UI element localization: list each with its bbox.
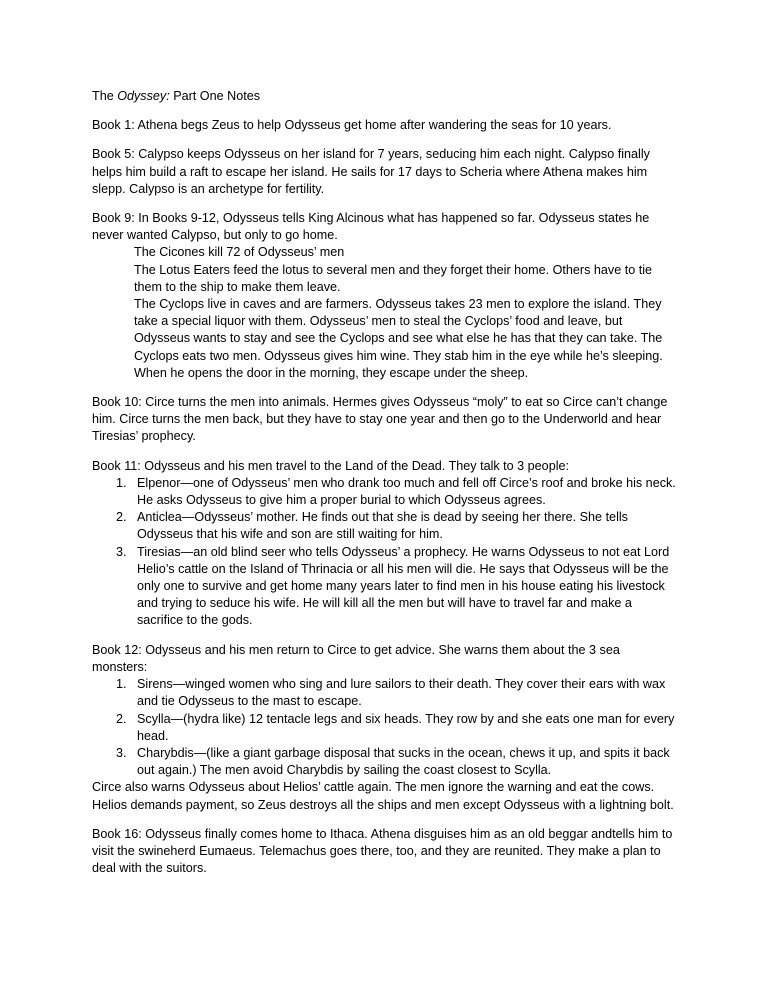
book-12-section — [92, 642, 677, 814]
list-number: 2. — [116, 510, 127, 525]
title-prefix: The — [92, 89, 118, 103]
page-title — [92, 88, 677, 105]
list-item — [92, 509, 677, 543]
title-italic: Odyssey: — [117, 89, 170, 103]
book-11-section — [92, 458, 677, 630]
title-suffix: Part One Notes — [169, 89, 260, 103]
list-item-text: Scylla—(hydra like) 12 tentacle legs and six heads. They row by and she eats one man for every head. — [137, 711, 675, 743]
book-12-intro: Book 12: Odysseus and his men return to Circe to get advice. She warns them about the 3 sea monsters: — [92, 642, 620, 674]
book-11-list — [92, 475, 677, 630]
book-1-summary: Book 1: Athena begs Zeus to help Odysseus get home after wandering the seas for 10 years. — [92, 118, 612, 133]
book-10-summary: Book 10: Circe turns the men into animals. Hermes gives Odysseus “moly” to eat so Circe can’t change him. Circe turns the men back, but they have to stay one year and then go to the Underworld and hear Tiresias’ prophecy. — [92, 395, 668, 444]
book-9-intro: Book 9: In Books 9-12, Odysseus tells King Alcinous what has happened so far. Odysseus states he never wanted Calypso, but only to go home. — [92, 211, 650, 243]
book-5-summary: Book 5: Calypso keeps Odysseus on her island for 7 years, seducing him each night. Calypso finally helps him build a raft to escape her island. He sails for 17 days to Scheria where Athena makes him slepp. Calypso is an archetype for fertility. — [92, 147, 650, 196]
list-number: 2. — [116, 711, 127, 726]
book-16-summary: Book 16: Odysseus finally comes home to Ithaca. Athena disguises him as an old beggar andtells him to visit the swineherd Eumaeus. Telemachus goes there, too, and they are reunited. They make a plan to deal with the suitors. — [92, 826, 673, 876]
list-item-text: Elpenor—one of Odysseus’ men who drank too much and fell off Circe’s roof and broke his neck. He asks Odysseus to give him a proper burial to which Odysseus agrees. — [137, 475, 676, 508]
book-12-outro: Circe also warns Odysseus about Helios’ cattle again. The men ignore the warning and eat the cows. Helios demands payment, so Zeus destroys all the ships and men except Odysseus with a lightning bolt. — [92, 780, 674, 812]
list-item — [92, 711, 677, 745]
list-item-text: Tiresias—an old blind seer who tells Odysseus’ a prophecy. He warns Odysseus to not eat Lord Helio’s cattle on the Island of Thrinacia or all his men will die. He says that Odysseus will be the only one to survive and get home many years later to find men in his house eating his livestock and trying to seduce his wife. He will kill all the men but will have to travel far and make a sacrifice to the gods. — [137, 544, 670, 628]
episode-lotus-eaters: The Lotus Eaters feed the lotus to several men and they forget their home. Others have to tie them to the ship to make them leave. — [134, 262, 653, 294]
book-12-list — [92, 676, 677, 779]
list-item — [92, 544, 677, 630]
document-page — [92, 88, 677, 889]
list-number: 1. — [116, 677, 127, 692]
book-9-episodes — [92, 244, 677, 382]
list-number: 1. — [116, 475, 127, 490]
book-11-intro: Book 11: Odysseus and his men travel to the Land of the Dead. They talk to 3 people: — [92, 458, 569, 473]
list-item — [92, 676, 677, 710]
book-9-section — [92, 210, 677, 382]
episode-cicones: The Cicones kill 72 of Odysseus’ men — [134, 245, 345, 260]
list-item-text: Sirens—winged women who sing and lure sailors to their death. They cover their ears with wax and tie Odysseus to the mast to escape. — [137, 677, 666, 709]
list-item-text: Anticlea—Odysseus’ mother. He finds out that she is dead by seeing her there. She tells Odysseus that his wife and son are still waiting for him. — [137, 510, 628, 542]
list-item-text: Charybdis—(like a giant garbage disposal that sucks in the ocean, chews it up, and spits it back out again.) The men avoid Charybdis by sailing the coast closest to Scylla. — [137, 745, 670, 778]
episode-cyclops: The Cyclops live in caves and are farmers. Odysseus takes 23 men to explore the island. They take a special liquor with them. Odysseus’ men to steal the Cyclops’ food and leave, but Odysseus wants to stay and see the Cyclops and see what else he has that they can take. The Cyclops eats two men. Odysseus gives him wine. They stab him in the eye while he’s sleeping. When he opens the door in the morning, they escape under the sheep. — [134, 297, 663, 380]
list-number: 3. — [116, 745, 127, 760]
list-item — [92, 745, 677, 779]
list-item — [92, 475, 677, 509]
list-number: 3. — [116, 544, 127, 559]
